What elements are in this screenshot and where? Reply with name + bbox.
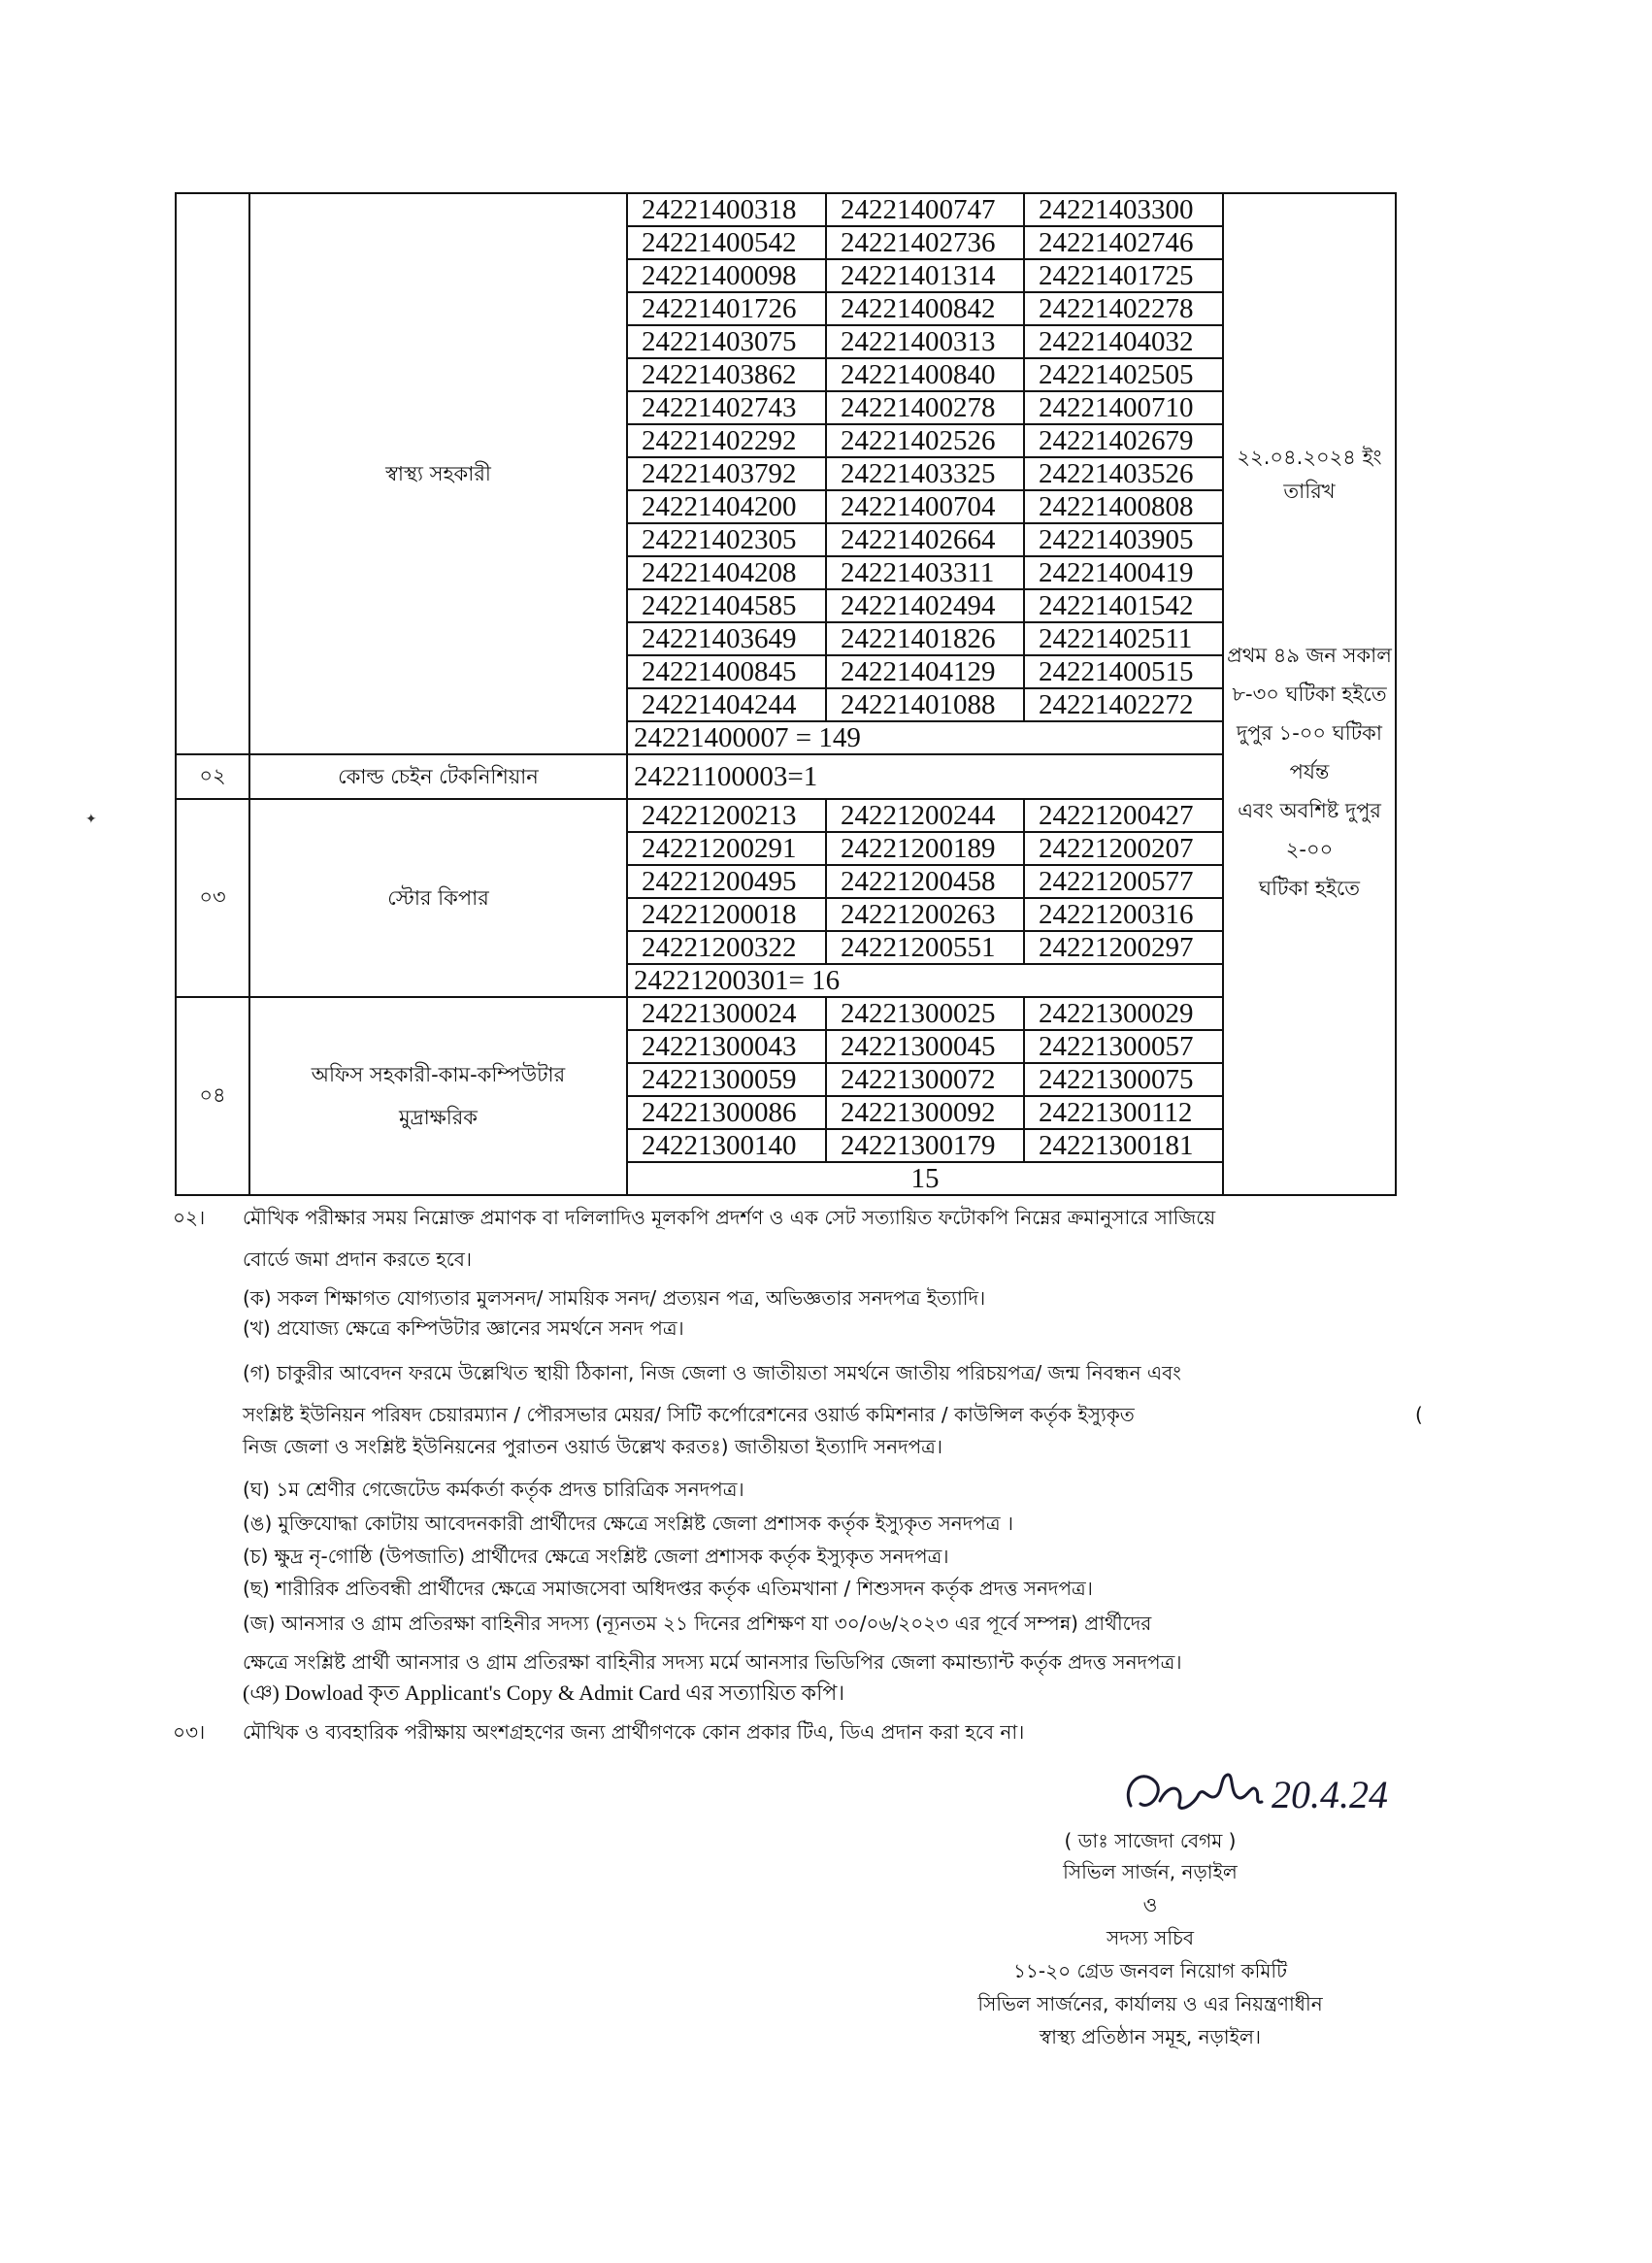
office-name: সিভিল সার্জনের, কার্যালয় ও এর নিয়ন্ত্রণাধীন	[977, 1992, 1323, 2015]
roll-number: 24221402679	[1024, 424, 1222, 457]
roll-grid	[628, 998, 1222, 1161]
instruction-nya: (ঞ) Dowload কৃত Applicant's Copy & Admit Card এর সত্যায়িত কপি।	[243, 1681, 845, 1705]
post-name: অফিস সহকারী-কাম-কম্পিউটার মুদ্রাক্ষরিক	[249, 997, 627, 1195]
roll-row	[628, 457, 1222, 490]
roll-number: 24221400808	[1024, 490, 1222, 523]
roll-row	[628, 688, 1222, 720]
roll-number: 24221402505	[1024, 358, 1222, 391]
signatory-title: সিভিল সার্জন, নড়াইল	[1063, 1860, 1238, 1883]
roll-number: 24221401542	[1024, 589, 1222, 622]
roll-number: 24221401726	[628, 292, 826, 325]
instruction-02-line1: মৌখিক পরীক্ষার সময় নিম্নোক্ত প্রমাণক বা দলিলাদিও মূলকপি প্রদর্শণ ও এক সেট সত্যায়িত ফটোকপি নিম্নের ক্রমানুসারে সাজিয়ে	[243, 1206, 1216, 1229]
instruction-umo: (ঙ) মুক্তিযোদ্ধা কোটায় আবেদনকারী প্রার্থীদের ক্ষেত্রে সংশ্লিষ্ট জেলা প্রশাসক কর্তৃক ইস্যুকৃত সনদপত্র ।	[243, 1512, 1014, 1535]
roll-number: 24221402746	[1024, 226, 1222, 259]
roll-number: 24221400098	[628, 259, 826, 292]
exam-schedule: প্রথম ৪৯ জন সকাল ৮-৩০ ঘটিকা হইতে দুপুর ১-০০ ঘটিকা পর্যন্ত এবং অবশিষ্ট দুপুর ২-০০ ঘটিকা হইতে	[1227, 644, 1392, 900]
roll-number: 24221402292	[628, 424, 826, 457]
roll-number: 24221403649	[628, 622, 826, 655]
roll-number: 24221200458	[826, 865, 1024, 898]
table-row	[176, 754, 1396, 799]
roll-number: 24221403311	[826, 556, 1024, 589]
roll-number: 24221200291	[628, 832, 826, 865]
roll-total: 24221400007 = 149	[628, 720, 1222, 753]
roll-row	[628, 865, 1222, 898]
roll-number: 24221300045	[826, 1030, 1024, 1063]
roll-number: 24221400704	[826, 490, 1024, 523]
exam-date: ২২.০৪.২০২৪ ইং তারিখ	[1237, 446, 1382, 503]
roll-grid	[628, 800, 1222, 963]
roll-total: 24221200301= 16	[628, 963, 1222, 996]
roll-number: 24221200495	[628, 865, 826, 898]
roll-number: 24221402272	[1024, 688, 1222, 720]
roll-number: 24221403905	[1024, 523, 1222, 556]
roll-cell	[627, 754, 1223, 799]
instruction-02-line2: বোর্ডে জমা প্রদান করতে হবে।	[243, 1248, 473, 1271]
roll-number: 24221403325	[826, 457, 1024, 490]
roll-row	[628, 194, 1222, 226]
roll-row	[628, 226, 1222, 259]
roll-number: 24221404244	[628, 688, 826, 720]
roll-number: 24221300059	[628, 1063, 826, 1096]
roll-number: 24221400842	[826, 292, 1024, 325]
roll-number: 24221200189	[826, 832, 1024, 865]
roll-number: 24221400840	[826, 358, 1024, 391]
instruction-ga-line3: নিজ জেলা ও সংশ্লিষ্ট ইউনিয়নের পুরাতন ওয়ার্ড উল্লেখ করতঃ) জাতীয়তা ইত্যাদি সনদপত্র।	[243, 1435, 943, 1458]
roll-number: 24221200322	[628, 931, 826, 963]
roll-number: 24221402736	[826, 226, 1024, 259]
roll-row	[628, 655, 1222, 688]
roll-number: 24221200244	[826, 800, 1024, 832]
roll-number: 24221402664	[826, 523, 1024, 556]
roll-row	[628, 391, 1222, 424]
roll-total: 24221100003=1	[634, 761, 818, 792]
roll-number: 24221404032	[1024, 325, 1222, 358]
roll-number: 24221404208	[628, 556, 826, 589]
signatory-and: ও	[1142, 1893, 1158, 1916]
candidate-table	[175, 192, 1397, 1196]
roll-number: 24221400710	[1024, 391, 1222, 424]
roll-number: 24221200018	[628, 898, 826, 931]
instruction-gha: (ঘ) ১ম শ্রেণীর গেজেটেড কর্মকর্তা কর্তৃক প্রদত্ত চারিত্রিক সনদপত্র।	[243, 1478, 744, 1501]
roll-number: 24221404585	[628, 589, 826, 622]
roll-number: 24221300029	[1024, 998, 1222, 1030]
roll-number: 24221401725	[1024, 259, 1222, 292]
roll-total: 15	[628, 1161, 1222, 1194]
roll-number: 24221402278	[1024, 292, 1222, 325]
roll-number: 24221402526	[826, 424, 1024, 457]
post-name: স্বাস্থ্য সহকারী	[249, 193, 627, 754]
item-number-02: ০২।	[173, 1206, 206, 1229]
roll-row	[628, 358, 1222, 391]
roll-row	[628, 931, 1222, 963]
serial-number: ০৩	[176, 799, 249, 997]
roll-number: 24221402743	[628, 391, 826, 424]
instruction-kha: (খ) প্রযোজ্য ক্ষেত্রে কম্পিউটার জ্ঞানের সমর্থনে সনদ পত্র।	[243, 1316, 684, 1340]
roll-number: 24221300179	[826, 1129, 1024, 1161]
post-name: স্টোর কিপার	[249, 799, 627, 997]
serial-number: ০৪	[176, 997, 249, 1195]
instruction-ga-paren: (	[1415, 1403, 1423, 1426]
serial-number: ০২	[176, 754, 249, 799]
instruction-ja-line1: (জ) আনসার ও গ্রাম প্রতিরক্ষা বাহিনীর সদস্য (ন্যূনতম ২১ দিনের প্রশিক্ষণ যা ৩০/০৬/২০২৩ এর পূর্বে সম্পন্ন) প্রার্থীদের	[243, 1612, 1152, 1635]
roll-number: 24221403792	[628, 457, 826, 490]
roll-number: 24221403862	[628, 358, 826, 391]
instruction-ja-line2: ক্ষেত্রে সংশ্লিষ্ট প্রার্থী আনসার ও গ্রাম প্রতিরক্ষা বাহিনীর সদস্য মর্মে আনসার ভিডিপির জেলা কমান্ড্যান্ট কর্তৃক প্রদত্ত সনদপত্র।	[243, 1650, 1182, 1674]
roll-number: 24221403526	[1024, 457, 1222, 490]
roll-number: 24221403300	[1024, 194, 1222, 226]
instruction-ka: (ক) সকল শিক্ষাগত যোগ্যতার মুলসনদ/ সাময়িক সনদ/ প্রত্যয়ন পত্র, অভিজ্ঞতার সনদপত্র ইত্যাদি।	[243, 1286, 986, 1310]
roll-number: 24221404129	[826, 655, 1024, 688]
roll-number: 24221403075	[628, 325, 826, 358]
roll-row	[628, 490, 1222, 523]
roll-number: 24221300092	[826, 1096, 1024, 1129]
instruction-chha: (ছ) শারীরিক প্রতিবন্ধী প্রার্থীদের ক্ষেত্রে সমাজসেবা অধিদপ্তর কর্তৃক এতিমখানা / শিশুসদন কর্তৃক প্রদত্ত সনদপত্র।	[243, 1577, 1093, 1600]
roll-number: 24221300181	[1024, 1129, 1222, 1161]
roll-row	[628, 424, 1222, 457]
roll-cell	[627, 799, 1223, 997]
roll-row	[628, 1096, 1222, 1129]
roll-number: 24221300075	[1024, 1063, 1222, 1096]
roll-number: 24221400419	[1024, 556, 1222, 589]
table-row	[176, 799, 1396, 997]
roll-number: 24221200207	[1024, 832, 1222, 865]
roll-number: 24221200213	[628, 800, 826, 832]
roll-row	[628, 1129, 1222, 1161]
roll-row	[628, 622, 1222, 655]
committee-name: ১১-২০ গ্রেড জনবল নিয়োগ কমিটি	[1012, 1959, 1288, 1982]
table-row	[176, 997, 1396, 1195]
post-name: কোল্ড চেইন টেকনিশিয়ান	[249, 754, 627, 799]
roll-number: 24221300086	[628, 1096, 826, 1129]
item-number-03: ০৩।	[173, 1720, 206, 1744]
roll-number: 24221200263	[826, 898, 1024, 931]
roll-number: 24221400542	[628, 226, 826, 259]
roll-number: 24221400747	[826, 194, 1024, 226]
roll-row	[628, 523, 1222, 556]
roll-number: 24221402494	[826, 589, 1024, 622]
roll-number: 24221200551	[826, 931, 1024, 963]
roll-number: 24221400318	[628, 194, 826, 226]
roll-row	[628, 998, 1222, 1030]
roll-row	[628, 1030, 1222, 1063]
signature-date: 20.4.24	[1272, 1773, 1388, 1816]
roll-number: 24221300043	[628, 1030, 826, 1063]
roll-number: 24221401826	[826, 622, 1024, 655]
roll-number: 24221400313	[826, 325, 1024, 358]
roll-row	[628, 556, 1222, 589]
roll-row	[628, 589, 1222, 622]
roll-number: 24221300140	[628, 1129, 826, 1161]
roll-number: 24221300072	[826, 1063, 1024, 1096]
roll-number: 24221300057	[1024, 1030, 1222, 1063]
roll-number: 24221200297	[1024, 931, 1222, 963]
roll-number: 24221200427	[1024, 800, 1222, 832]
roll-number: 24221400515	[1024, 655, 1222, 688]
signatory-role: সদস্য সচিব	[1107, 1926, 1194, 1949]
roll-number: 24221300025	[826, 998, 1024, 1030]
roll-cell	[627, 997, 1223, 1195]
serial-number	[176, 193, 249, 754]
roll-row	[628, 292, 1222, 325]
roll-number: 24221400278	[826, 391, 1024, 424]
roll-number: 24221200577	[1024, 865, 1222, 898]
roll-number: 24221300024	[628, 998, 826, 1030]
roll-number: 24221402305	[628, 523, 826, 556]
roll-number: 24221404200	[628, 490, 826, 523]
roll-row	[628, 800, 1222, 832]
roll-number: 24221300112	[1024, 1096, 1222, 1129]
roll-row	[628, 898, 1222, 931]
roll-number: 24221402511	[1024, 622, 1222, 655]
roll-number: 24221200316	[1024, 898, 1222, 931]
instruction-ga-line1: (গ) চাকুরীর আবেদন ফরমে উল্লেখিত স্থায়ী ঠিকানা, নিজ জেলা ও জাতীয়তা সমর্থনে জাতীয় পরিচয়পত্র/ জন্ম নিবন্ধন এবং	[243, 1361, 1181, 1384]
scan-speck: ✦	[85, 812, 97, 827]
roll-cell	[627, 193, 1223, 754]
roll-number: 24221400845	[628, 655, 826, 688]
exam-date-cell	[1223, 193, 1396, 1195]
instruction-cha: (চ) ক্ষুদ্র নৃ-গোষ্ঠি (উপজাতি) প্রার্থীদের ক্ষেত্রে সংশ্লিষ্ট জেলা প্রশাসক কর্তৃক ইস্যুকৃত সনদপত্র।	[243, 1545, 949, 1568]
office-location: স্বাস্থ্য প্রতিষ্ঠান সমূহ, নড়াইল।	[1039, 2025, 1262, 2048]
roll-grid	[628, 194, 1222, 720]
roll-row	[628, 325, 1222, 358]
instruction-03: মৌখিক ও ব্যবহারিক পরীক্ষায় অংশগ্রহণের জন্য প্রার্থীগণকে কোন প্রকার টিএ, ডিএ প্রদান করা হবে না।	[243, 1720, 1025, 1744]
roll-row	[628, 1063, 1222, 1096]
roll-number: 24221401314	[826, 259, 1024, 292]
roll-number: 24221401088	[826, 688, 1024, 720]
instruction-ga-line2: সংশ্লিষ্ট ইউনিয়ন পরিষদ চেয়ারম্যান / পৌরসভার মেয়র/ সিটি কর্পোরেশনের ওয়ার্ড কমিশনার / কাউন্সিল কর্তৃক ইস্যুকৃত	[243, 1403, 1135, 1426]
roll-row	[628, 832, 1222, 865]
roll-row	[628, 259, 1222, 292]
table-row	[176, 193, 1396, 754]
signatory-name: ( ডাঃ সাজেদা বেগম )	[1064, 1829, 1237, 1852]
